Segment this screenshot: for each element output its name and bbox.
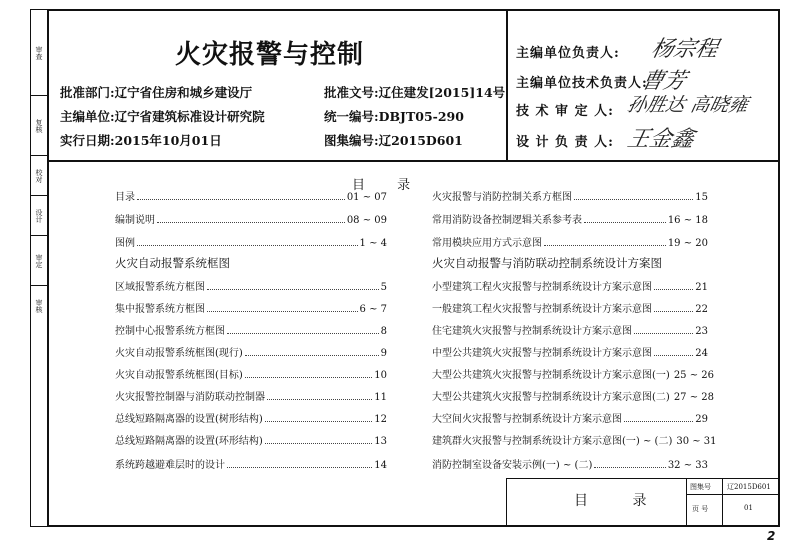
toc-item: 小型建筑工程火灾报警与控制系统设计方案示意图 21 — [432, 282, 708, 293]
title-block-title: 目 录 — [574, 493, 667, 509]
title-block-divider — [722, 478, 723, 527]
header-divider — [47, 160, 780, 162]
chief-unit-label: 主编单位负责人: — [516, 46, 620, 61]
sidebar-cell: 审查 — [31, 10, 47, 96]
unified-number: 统一编号:DBJT05-290 — [324, 109, 464, 124]
title-block-divider — [686, 478, 687, 527]
toc-item: 火灾报警控制器与消防联动控制器 11 — [115, 392, 387, 403]
atlas-label: 图集号 — [690, 483, 711, 491]
header-vertical-divider — [506, 9, 508, 161]
toc-item: 建筑群火灾报警与控制系统设计方案示意图(一) ~ (二) 30 ~ 31 — [432, 436, 717, 447]
toc-item: 一般建筑工程火灾报警与控制系统设计方案示意图 22 — [432, 304, 708, 315]
toc-item: 消防控制室设备安装示例(一) ~ (二) 32 ~ 33 — [432, 460, 708, 471]
toc-item: 区域报警系统方框图 5 — [115, 282, 387, 293]
toc-item: 系统跨越避难层时的设计 14 — [115, 460, 387, 471]
sidebar-cell: 审核 — [35, 299, 43, 313]
tech-review-signature: 孙胜达 高晓雍 — [625, 94, 751, 116]
page-value: 01 — [744, 504, 753, 512]
toc-item: 火灾自动报警系统框图(现行) 9 — [115, 348, 387, 359]
toc-item: 火灾自动报警系统框图(目标) 10 — [115, 370, 387, 381]
implementation-date: 实行日期:2015年10月01日 — [60, 133, 222, 148]
toc-item: 火灾报警与消防控制关系方框图 15 — [432, 192, 708, 203]
toc-item: 控制中心报警系统方框图 8 — [115, 326, 387, 337]
toc-section-heading: 火灾自动报警系统框图 — [115, 256, 230, 270]
sidebar-cell: 设计 — [31, 196, 47, 236]
toc-item: 目录 01 ~ 07 — [115, 192, 387, 203]
tech-review-label: 技 术 审 定 人: — [516, 104, 614, 119]
sidebar-cell: 复核 — [31, 96, 47, 156]
toc-section-heading: 火灾自动报警与消防联动控制系统设计方案图 — [432, 256, 662, 270]
title-block-divider — [686, 494, 780, 495]
toc-item: 常用消防设备控制逻辑关系参考表 16 ~ 18 — [432, 215, 708, 226]
approval-sidebar — [30, 9, 47, 527]
toc-item: 编制说明 08 ~ 09 — [115, 215, 387, 226]
chief-unit-signature: 杨宗程 — [648, 37, 721, 62]
toc-item: 大型公共建筑火灾报警与控制系统设计方案示意图(一) 25 ~ 26 — [432, 370, 714, 381]
chief-tech-signature: 曹芳 — [638, 69, 689, 94]
toc-heading: 目 录 — [352, 178, 425, 193]
toc-item: 大型公共建筑火灾报警与控制系统设计方案示意图(二) 27 ~ 28 — [432, 392, 714, 403]
page-label: 页 号 — [692, 505, 709, 513]
chief-tech-label: 主编单位技术负责人: — [516, 76, 648, 91]
sidebar-cell: 审定 — [31, 236, 47, 286]
toc-item: 常用模块应用方式示意图 19 ~ 20 — [432, 238, 708, 249]
toc-item: 住宅建筑火灾报警与控制系统设计方案示意图 23 — [432, 326, 708, 337]
approval-dept: 批准部门:辽宁省住房和城乡建设厅 — [60, 85, 253, 100]
atlas-value: 辽2015D601 — [727, 483, 771, 491]
editor-unit: 主编单位:辽宁省建筑标准设计研究院 — [60, 109, 265, 124]
approval-doc: 批准文号:辽住建发[2015]14号 — [324, 85, 506, 100]
sheet-number: 2 — [767, 529, 776, 543]
sidebar-cell: 校对 — [31, 156, 47, 196]
toc-item: 图例 1 ~ 4 — [115, 238, 387, 249]
design-lead-label: 设 计 负 责 人: — [516, 135, 614, 150]
toc-item: 大空间火灾报警与控制系统设计方案示意图 29 — [432, 414, 708, 425]
document-title: 火灾报警与控制 — [175, 40, 365, 70]
toc-item: 中型公共建筑火灾报警与控制系统设计方案示意图 24 — [432, 348, 708, 359]
atlas-number: 图集编号:辽2015D601 — [324, 133, 463, 148]
toc-item: 集中报警系统方框图 6 ~ 7 — [115, 304, 387, 315]
design-lead-signature: 王金鑫 — [624, 127, 697, 152]
toc-item: 总线短路隔离器的设置(树形结构) 12 — [115, 414, 387, 425]
toc-item: 总线短路隔离器的设置(环形结构) 13 — [115, 436, 387, 447]
